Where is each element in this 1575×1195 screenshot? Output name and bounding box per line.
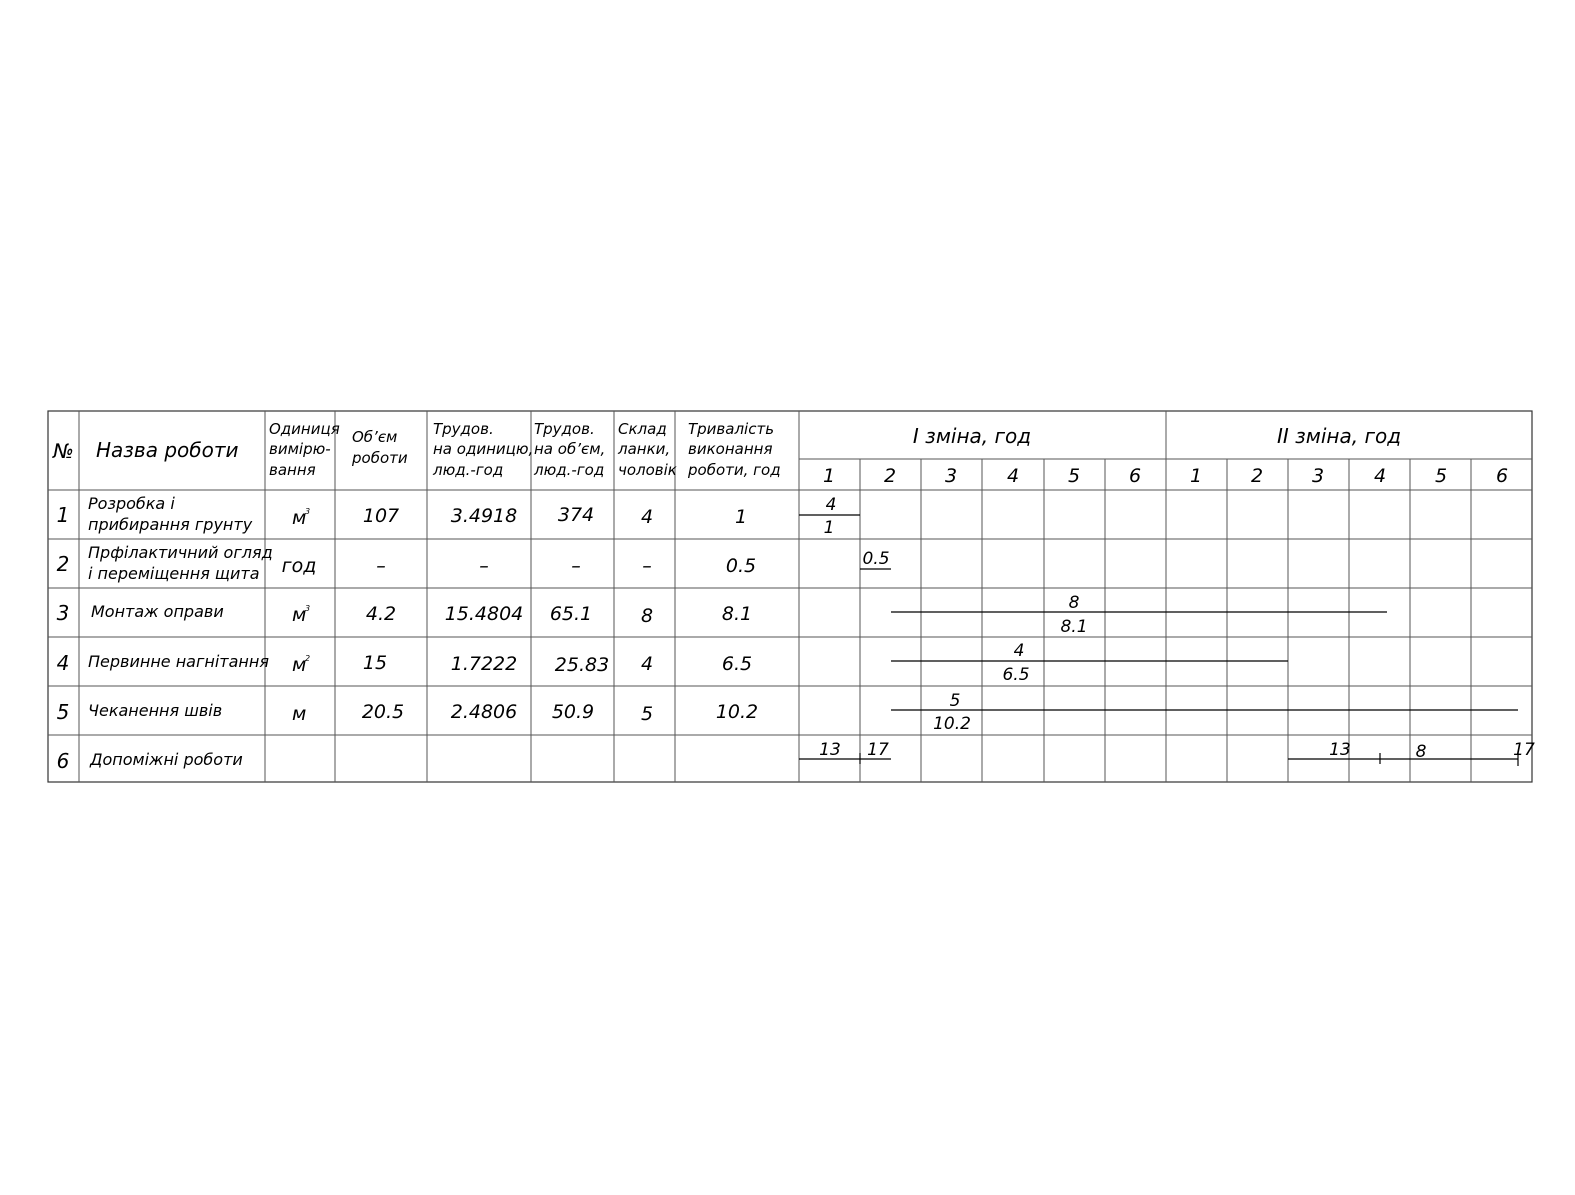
bar-row-5-crew: 5 [949, 691, 961, 711]
header-duration-line-2: виконання [688, 440, 773, 458]
table-row-4 [57, 651, 752, 676]
header-labor-total-line-3: люд.-год [534, 461, 605, 479]
shift1-hour-5: 5 [1067, 465, 1081, 487]
row-name-line-2: і переміщення щита [88, 564, 260, 583]
bar-row-3-crew: 8 [1068, 593, 1080, 613]
row-labor-unit: 2.4806 [450, 701, 518, 723]
row-unit: год [281, 555, 317, 577]
header-labor-unit-line-3: люд.-год [433, 461, 504, 479]
shift1-hour-4: 4 [1006, 465, 1020, 487]
row-crew: – [642, 555, 652, 577]
bar-row-6-label-5: 17 [1513, 740, 1535, 760]
row-unit-exponent: 3 [305, 507, 311, 516]
header-unit-line-3: вання [269, 461, 316, 479]
row-duration: 10.2 [715, 701, 759, 723]
row-unit-exponent: 2 [305, 654, 311, 663]
horizontal-grid [48, 459, 1532, 735]
shift2-hour-2: 2 [1250, 465, 1264, 487]
shift1-hour-3: 3 [944, 465, 958, 487]
table-row-3 [57, 601, 752, 627]
row-number: 6 [56, 749, 70, 773]
row-number: 1 [56, 503, 70, 527]
table-row-6 [57, 749, 243, 773]
row-duration: 1 [734, 506, 748, 528]
bar-row-5-duration: 10.2 [933, 714, 971, 734]
row-unit-exponent: 3 [305, 604, 311, 613]
table-row-1 [57, 494, 747, 534]
row-volume: 20.5 [361, 701, 405, 723]
row-labor-total: 50.9 [551, 701, 595, 723]
shift2-hour-3: 3 [1311, 465, 1325, 487]
shift2-hour-4: 4 [1373, 465, 1387, 487]
shift2-hour-1: 1 [1189, 465, 1203, 487]
row-labor-total: 25.83 [554, 654, 610, 676]
bar-row-6-label-1: 13 [819, 740, 841, 760]
bar-row-6-label-2: 17 [867, 740, 889, 760]
row-crew: 8 [640, 605, 654, 627]
shift1-hour-1: 1 [822, 465, 836, 487]
header-labor-unit-line-2: на одиницю, [433, 440, 534, 458]
row-volume: – [376, 555, 386, 577]
row-unit: м [292, 654, 307, 676]
header-shift-1: I зміна, год [912, 424, 1032, 448]
row-duration: 0.5 [725, 555, 757, 577]
row-number: 5 [56, 700, 70, 724]
row-crew: 4 [640, 653, 654, 675]
row-labor-unit: – [479, 555, 489, 577]
row-unit: м [292, 703, 307, 725]
shift2-hour-5: 5 [1434, 465, 1448, 487]
row-name-line-1: Первинне нагнітання [88, 652, 269, 671]
header-labor-total-line-1: Трудов. [534, 420, 595, 438]
row-crew: 5 [640, 703, 654, 725]
row-duration: 8.1 [721, 603, 753, 625]
row-name-line-1: Прфілактичний огляд [88, 543, 273, 562]
row-volume: 15 [362, 652, 388, 674]
shift1-hour-2: 2 [883, 465, 897, 487]
table-row-2 [57, 543, 756, 583]
row-number: 3 [56, 601, 70, 625]
row-labor-unit: 3.4918 [450, 505, 518, 527]
row-name-line-2: прибирання грунту [88, 515, 253, 534]
shift1-hour-6: 6 [1128, 465, 1142, 487]
row-labor-total: 374 [557, 504, 595, 526]
row-name-line-1: Розробка і [88, 494, 175, 513]
bar-row-1-duration: 1 [823, 518, 835, 538]
header-unit-line-1: Одиниця [269, 420, 340, 438]
bar-row-2-duration: 0.5 [862, 549, 890, 569]
row-volume: 107 [362, 505, 400, 527]
header-volume-line-1: Об’єм [352, 428, 398, 446]
header-duration-line-3: роботи, год [688, 461, 781, 479]
row-unit: м [292, 507, 307, 529]
header-crew-line-3: чоловік [618, 461, 677, 479]
header-duration-line-1: Тривалість [688, 420, 775, 438]
row-crew: 4 [640, 506, 654, 528]
row-labor-total: – [571, 555, 581, 577]
header-labor-total-line-2: на об’єм, [534, 440, 606, 458]
row-labor-total: 65.1 [549, 603, 593, 625]
row-number: 4 [56, 651, 70, 675]
bar-row-6-label-3: 13 [1329, 740, 1351, 760]
header-crew-line-1: Склад [618, 420, 667, 438]
bar-row-3-duration: 8.1 [1060, 617, 1088, 637]
bar-row-1-crew: 4 [825, 495, 837, 515]
row-name-line-1: Монтаж оправи [91, 602, 224, 621]
row-name-line-1: Допоміжні роботи [90, 750, 243, 769]
header-labor-unit-line-1: Трудов. [433, 420, 494, 438]
row-name-line-1: Чеканення швів [88, 701, 223, 720]
header-shift-2: II зміна, год [1276, 424, 1402, 448]
schedule-bars [799, 495, 1535, 766]
header-volume-line-2: роботи [352, 449, 408, 467]
row-unit: м [292, 604, 307, 626]
header-name: Назва роботи [96, 438, 239, 462]
bar-row-4-crew: 4 [1013, 641, 1025, 661]
row-labor-unit: 1.7222 [450, 653, 518, 675]
row-volume: 4.2 [365, 603, 397, 625]
row-number: 2 [56, 552, 70, 576]
header-unit-line-2: вимірю- [269, 440, 331, 458]
bar-row-6-label-4: 8 [1415, 742, 1427, 762]
row-duration: 6.5 [721, 653, 753, 675]
header-crew-line-2: ланки, [618, 440, 671, 458]
bar-row-4-duration: 6.5 [1002, 665, 1030, 685]
row-labor-unit: 15.4804 [444, 603, 524, 625]
table-row-5 [57, 700, 759, 725]
shift2-hour-6: 6 [1495, 465, 1509, 487]
header-no: № [53, 439, 74, 463]
table-header [52, 420, 1508, 487]
